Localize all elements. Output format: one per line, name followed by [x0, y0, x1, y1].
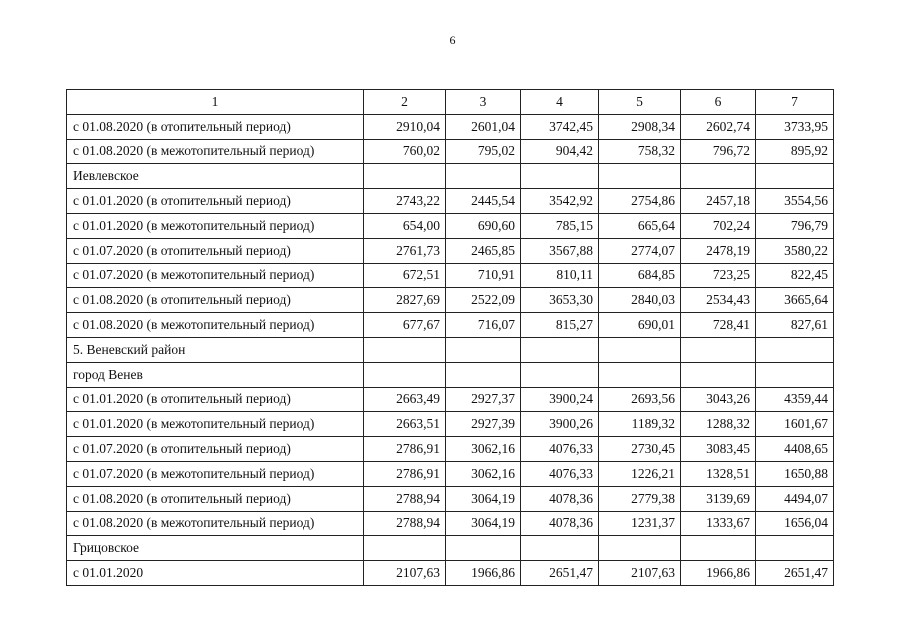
table-body [67, 114, 834, 585]
table-row [67, 536, 834, 561]
tariff-value-cell: 895,92 [756, 139, 834, 164]
tariff-value-cell: 2465,85 [446, 238, 521, 263]
column-header-7: 7 [756, 90, 834, 115]
table-row [67, 362, 834, 387]
tariff-value-cell: 710,91 [446, 263, 521, 288]
tariff-value-cell: 3083,45 [681, 437, 756, 462]
tariff-value-cell: 3900,24 [521, 387, 599, 412]
tariff-value-cell: 2788,94 [364, 486, 446, 511]
tariff-value-cell: 690,01 [599, 313, 681, 338]
tariff-value-cell [521, 536, 599, 561]
table-row [67, 238, 834, 263]
tariff-value-cell: 1288,32 [681, 412, 756, 437]
tariff-value-cell: 2663,49 [364, 387, 446, 412]
tariff-value-cell [681, 536, 756, 561]
tariff-value-cell [681, 164, 756, 189]
tariff-value-cell: 2786,91 [364, 437, 446, 462]
row-label: город Венев [67, 362, 364, 387]
tariff-value-cell: 2601,04 [446, 114, 521, 139]
tariff-value-cell [364, 362, 446, 387]
row-label: Грицовское [67, 536, 364, 561]
table-row [67, 164, 834, 189]
row-label: с 01.08.2020 (в межотопительный период) [67, 313, 364, 338]
tariff-value-cell: 2663,51 [364, 412, 446, 437]
tariff-value-cell: 4359,44 [756, 387, 834, 412]
tariff-value-cell: 3062,16 [446, 461, 521, 486]
tariff-value-cell: 2927,39 [446, 412, 521, 437]
page-number: 6 [449, 33, 456, 47]
tariff-value-cell: 810,11 [521, 263, 599, 288]
tariff-value-cell: 1650,88 [756, 461, 834, 486]
tariff-value-cell: 2774,07 [599, 238, 681, 263]
tariff-value-cell: 3064,19 [446, 486, 521, 511]
tariff-table [66, 89, 834, 586]
tariff-value-cell: 654,00 [364, 213, 446, 238]
tariff-value-cell [446, 337, 521, 362]
row-label: с 01.08.2020 (в отопительный период) [67, 288, 364, 313]
tariff-value-cell: 1333,67 [681, 511, 756, 536]
table-row [67, 139, 834, 164]
tariff-value-cell: 702,24 [681, 213, 756, 238]
table-row [67, 412, 834, 437]
row-label: с 01.08.2020 (в отопительный период) [67, 486, 364, 511]
tariff-value-cell: 1601,67 [756, 412, 834, 437]
row-label: с 01.08.2020 (в межотопительный период) [67, 139, 364, 164]
tariff-value-cell: 665,64 [599, 213, 681, 238]
tariff-value-cell: 3567,88 [521, 238, 599, 263]
tariff-value-cell: 760,02 [364, 139, 446, 164]
column-header-3: 3 [446, 90, 521, 115]
tariff-value-cell: 2522,09 [446, 288, 521, 313]
column-header-2: 2 [364, 90, 446, 115]
row-label: с 01.01.2020 [67, 561, 364, 586]
tariff-value-cell: 4076,33 [521, 437, 599, 462]
tariff-value-cell: 2478,19 [681, 238, 756, 263]
table-row [67, 337, 834, 362]
tariff-value-cell: 795,02 [446, 139, 521, 164]
tariff-value-cell: 2534,43 [681, 288, 756, 313]
tariff-value-cell: 672,51 [364, 263, 446, 288]
table-row [67, 511, 834, 536]
tariff-value-cell: 904,42 [521, 139, 599, 164]
column-header-6: 6 [681, 90, 756, 115]
tariff-value-cell [599, 536, 681, 561]
table-row [67, 313, 834, 338]
tariff-value-cell: 2910,04 [364, 114, 446, 139]
tariff-value-cell: 3900,26 [521, 412, 599, 437]
tariff-value-cell: 4078,36 [521, 486, 599, 511]
column-header-5: 5 [599, 90, 681, 115]
tariff-value-cell: 3064,19 [446, 511, 521, 536]
tariff-value-cell: 2457,18 [681, 189, 756, 214]
tariff-value-cell: 2602,74 [681, 114, 756, 139]
table-row [67, 263, 834, 288]
row-label: с 01.07.2020 (в межотопительный период) [67, 263, 364, 288]
row-label: с 01.01.2020 (в отопительный период) [67, 189, 364, 214]
table-row [67, 387, 834, 412]
tariff-value-cell: 677,67 [364, 313, 446, 338]
tariff-value-cell: 822,45 [756, 263, 834, 288]
table-row [67, 288, 834, 313]
tariff-value-cell: 2107,63 [364, 561, 446, 586]
tariff-value-cell: 2651,47 [756, 561, 834, 586]
tariff-value-cell: 684,85 [599, 263, 681, 288]
table-row [67, 213, 834, 238]
tariff-value-cell: 2908,34 [599, 114, 681, 139]
tariff-value-cell: 4078,36 [521, 511, 599, 536]
tariff-value-cell: 728,41 [681, 313, 756, 338]
tariff-value-cell: 4076,33 [521, 461, 599, 486]
column-header-4: 4 [521, 90, 599, 115]
tariff-value-cell [364, 536, 446, 561]
tariff-value-cell: 2786,91 [364, 461, 446, 486]
tariff-value-cell [364, 337, 446, 362]
row-label: с 01.01.2020 (в отопительный период) [67, 387, 364, 412]
tariff-value-cell: 3554,56 [756, 189, 834, 214]
row-label: с 01.07.2020 (в межотопительный период) [67, 461, 364, 486]
tariff-value-cell: 2840,03 [599, 288, 681, 313]
tariff-value-cell: 4494,07 [756, 486, 834, 511]
tariff-value-cell: 3580,22 [756, 238, 834, 263]
tariff-value-cell: 1231,37 [599, 511, 681, 536]
tariff-value-cell [446, 362, 521, 387]
tariff-value-cell: 3653,30 [521, 288, 599, 313]
tariff-value-cell [756, 536, 834, 561]
tariff-value-cell [599, 164, 681, 189]
tariff-value-cell [521, 164, 599, 189]
tariff-value-cell: 2651,47 [521, 561, 599, 586]
tariff-value-cell [599, 337, 681, 362]
tariff-value-cell: 2754,86 [599, 189, 681, 214]
tariff-value-cell: 2779,38 [599, 486, 681, 511]
tariff-value-cell: 2693,56 [599, 387, 681, 412]
tariff-value-cell: 723,25 [681, 263, 756, 288]
row-label: с 01.08.2020 (в межотопительный период) [67, 511, 364, 536]
tariff-value-cell: 2107,63 [599, 561, 681, 586]
tariff-value-cell: 2445,54 [446, 189, 521, 214]
tariff-value-cell: 758,32 [599, 139, 681, 164]
table-row [67, 189, 834, 214]
row-label: Иевлевское [67, 164, 364, 189]
tariff-value-cell [681, 337, 756, 362]
tariff-value-cell: 1656,04 [756, 511, 834, 536]
tariff-value-cell [446, 164, 521, 189]
tariff-value-cell: 2730,45 [599, 437, 681, 462]
tariff-value-cell: 1189,32 [599, 412, 681, 437]
tariff-value-cell: 796,72 [681, 139, 756, 164]
row-label: с 01.07.2020 (в отопительный период) [67, 437, 364, 462]
tariff-value-cell [756, 164, 834, 189]
table-row [67, 486, 834, 511]
table-row [67, 437, 834, 462]
tariff-value-cell: 1966,86 [681, 561, 756, 586]
row-label: 5. Веневский район [67, 337, 364, 362]
tariff-value-cell: 815,27 [521, 313, 599, 338]
tariff-value-cell: 3742,45 [521, 114, 599, 139]
tariff-value-cell: 2761,73 [364, 238, 446, 263]
table-row [67, 114, 834, 139]
tariff-value-cell: 690,60 [446, 213, 521, 238]
table-row [67, 561, 834, 586]
tariff-value-cell: 1966,86 [446, 561, 521, 586]
tariff-value-cell: 3062,16 [446, 437, 521, 462]
tariff-value-cell: 785,15 [521, 213, 599, 238]
tariff-value-cell [681, 362, 756, 387]
tariff-value-cell: 4408,65 [756, 437, 834, 462]
row-label: с 01.01.2020 (в межотопительный период) [67, 213, 364, 238]
tariff-value-cell: 3733,95 [756, 114, 834, 139]
tariff-value-cell: 3665,64 [756, 288, 834, 313]
tariff-value-cell: 3139,69 [681, 486, 756, 511]
tariff-value-cell: 827,61 [756, 313, 834, 338]
tariff-value-cell [521, 362, 599, 387]
tariff-value-cell [756, 362, 834, 387]
tariff-value-cell: 716,07 [446, 313, 521, 338]
tariff-value-cell [446, 536, 521, 561]
tariff-value-cell: 2927,37 [446, 387, 521, 412]
tariff-value-cell: 796,79 [756, 213, 834, 238]
column-header-1: 1 [67, 90, 364, 115]
tariff-value-cell [756, 337, 834, 362]
tariff-value-cell: 1328,51 [681, 461, 756, 486]
row-label: с 01.08.2020 (в отопительный период) [67, 114, 364, 139]
tariff-value-cell: 2827,69 [364, 288, 446, 313]
header-row [67, 90, 834, 115]
tariff-value-cell: 1226,21 [599, 461, 681, 486]
tariff-value-cell [364, 164, 446, 189]
tariff-value-cell: 3542,92 [521, 189, 599, 214]
row-label: с 01.07.2020 (в отопительный период) [67, 238, 364, 263]
tariff-value-cell [521, 337, 599, 362]
tariff-value-cell [599, 362, 681, 387]
row-label: с 01.01.2020 (в межотопительный период) [67, 412, 364, 437]
tariff-value-cell: 2743,22 [364, 189, 446, 214]
table-row [67, 461, 834, 486]
tariff-value-cell: 2788,94 [364, 511, 446, 536]
tariff-value-cell: 3043,26 [681, 387, 756, 412]
